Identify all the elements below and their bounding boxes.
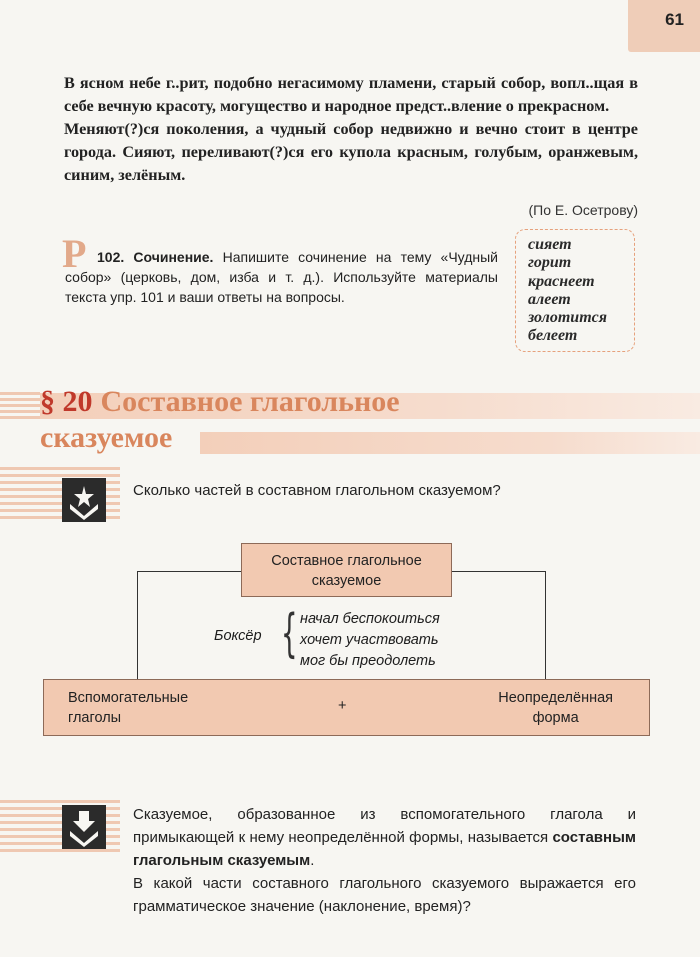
exercise-body: Напишите сочинение на тему «Чудный собор» (церковь, дом, изба и т. д.). Используйте материалы текста упр. 101 и ваши ответы на вопросы.	[65, 249, 498, 305]
question-icon	[62, 478, 106, 522]
question-text: Сколько частей в составном глагольном сказуемом?	[133, 482, 501, 499]
rule-question: В какой части составного глагольного сказуемого выражается его грамматическое значение (наклонение, время)?	[133, 875, 636, 915]
auxiliary-verbs-label	[68, 688, 188, 728]
rule-text: Сказуемое, образованное из вспомогательного глагола и примыкающей к нему неопределённой формы, называется	[133, 806, 636, 846]
rule-definition	[133, 803, 636, 872]
right-label-line1: Неопределённая	[498, 690, 613, 706]
section-title-line1: Составное глагольное	[100, 385, 400, 418]
word-item: горит	[528, 254, 572, 272]
text-block	[64, 72, 638, 187]
top-box-line2: сказуемое	[311, 573, 382, 589]
word-item: алеет	[528, 290, 571, 308]
diagram-subject: Боксёр	[214, 628, 262, 644]
section-heading	[40, 384, 400, 456]
section-title-line2: сказуемое	[40, 421, 173, 454]
diagram-connector	[452, 571, 546, 572]
word-item: сияет	[528, 236, 572, 253]
diagram-connector	[137, 571, 138, 679]
top-box-line1: Составное глагольное	[271, 553, 422, 569]
left-label-line1: Вспомогательные	[68, 690, 189, 706]
exercise-102	[65, 247, 498, 307]
paragraph-2: Меняют(?)ся поколения, а чудный собор недвижно и вечно стоит в центре города. Сияют, переливают(?)ся его купола красным, голубым, оранжевым, синим, зелёным.	[64, 120, 638, 184]
speech-marker-icon: Р	[62, 231, 87, 276]
word-item: золотится	[528, 309, 607, 327]
word-box	[515, 229, 635, 352]
diagram-connector	[137, 571, 241, 572]
rule-term: составным глагольным сказуемым	[133, 829, 636, 869]
exercise-number: 102.	[97, 249, 125, 265]
diagram-connector	[545, 571, 546, 679]
attribution: (По Е. Осетрову)	[528, 202, 638, 218]
exercise-label: Сочинение.	[133, 249, 214, 265]
example-item: хочет участвовать	[300, 632, 439, 648]
right-label-line2: форма	[532, 710, 579, 726]
rule-block	[133, 803, 636, 918]
paragraph-1: В ясном небе г..рит, подобно негасимому пламени, старый собор, вопл..щая в себе вечную красоту, могущество и народное предст..вление о прекрасном.	[64, 74, 638, 115]
diagram-top-box	[241, 543, 452, 597]
diagram-examples	[300, 609, 440, 672]
diagram-bottom-box	[43, 679, 650, 736]
rule-icon	[62, 805, 106, 849]
brace-icon: {	[281, 604, 298, 664]
word-item: краснеет	[528, 272, 595, 290]
plus-sign: +	[338, 698, 347, 714]
page-number-tab	[628, 0, 700, 52]
rule-text-end: .	[310, 852, 315, 869]
left-label-line2: глаголы	[68, 710, 122, 726]
example-item: начал беспокоиться	[300, 611, 440, 627]
word-item: белеет	[528, 327, 578, 345]
infinitive-label	[498, 688, 613, 728]
example-item: мог бы преодолеть	[300, 653, 436, 669]
section-symbol: § 20	[40, 385, 93, 418]
page-number: 61	[665, 10, 684, 29]
